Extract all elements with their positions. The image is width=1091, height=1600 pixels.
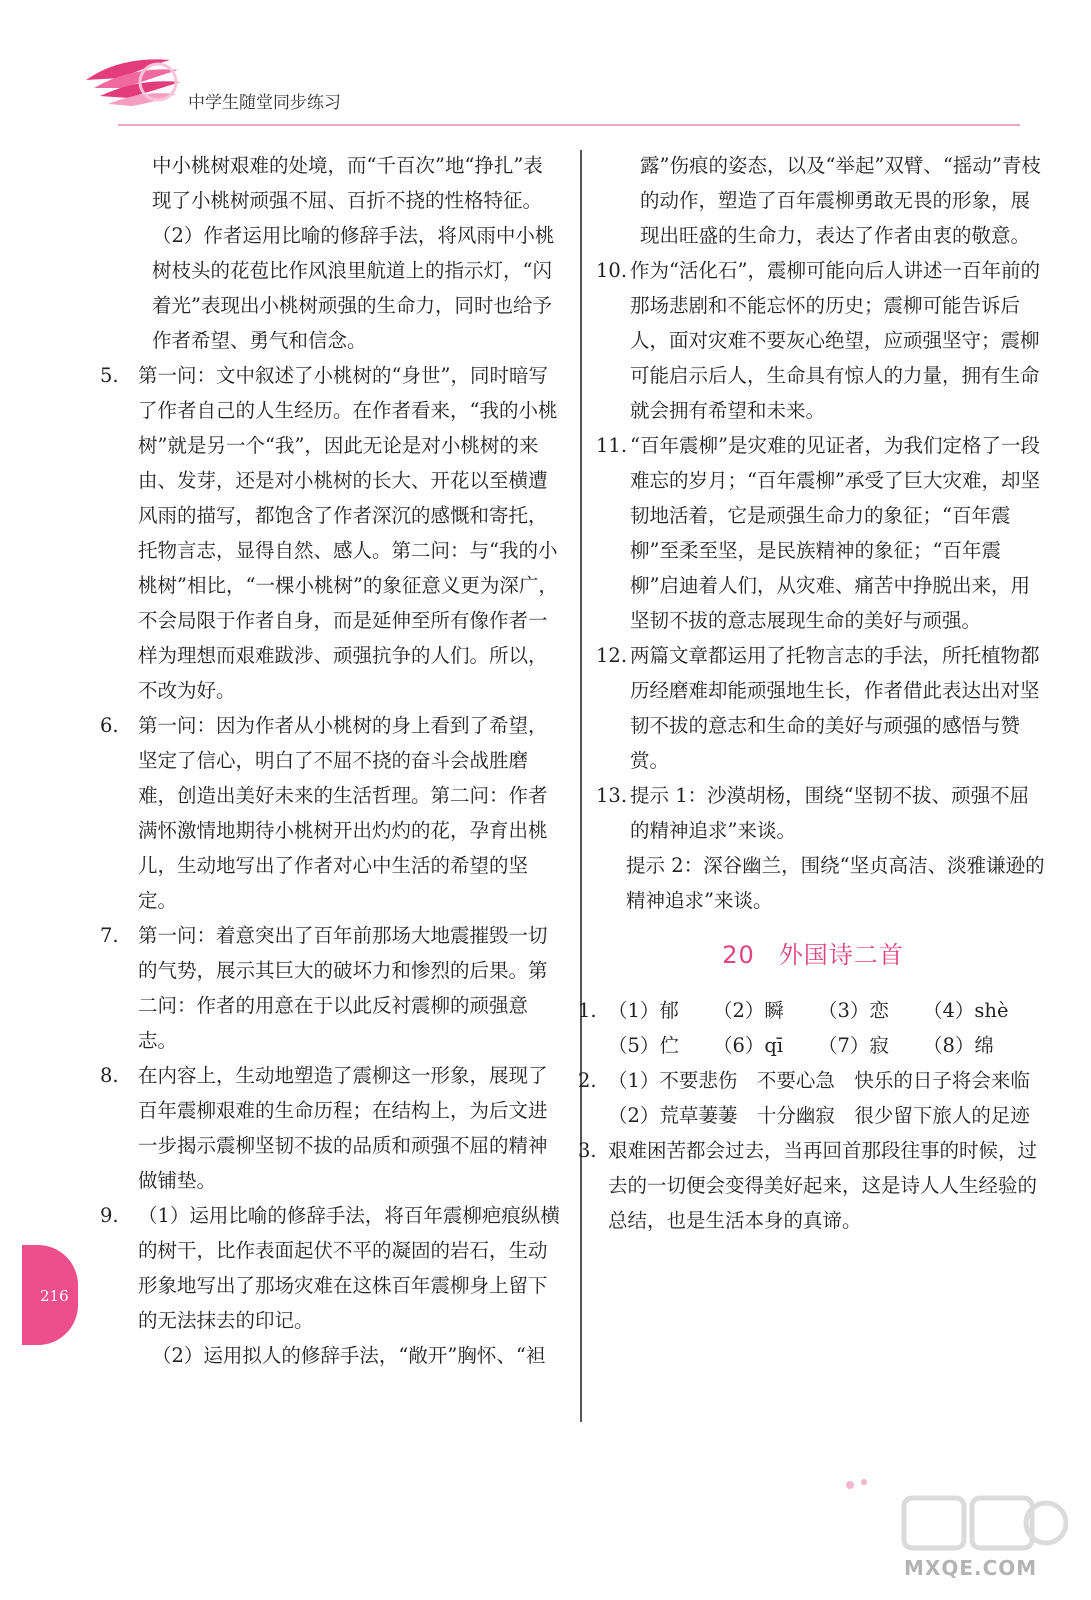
answer-paragraph: 露”伤痕的姿态，以及“举起”双臂、“摇动”青枝的动作，塑造了百年震柳勇敢无畏的形象，展现出旺盛的生命力，表达了作者由衷的敬意。 — [640, 154, 1041, 247]
answer-row: （1）郁 （2）瞬 （3）恋 （4）shè — [608, 999, 1009, 1022]
answer-paragraph: （2）作者运用比喻的修辞手法，将风雨中小桃树枝头的花苞比作风浪里航道上的指示灯，“闪着光”表现出小桃树顽强的生命力，同时也给予作者希望、勇气和信念。 — [152, 224, 555, 352]
left-column — [100, 148, 562, 1373]
decorative-mark — [830, 1470, 900, 1500]
page-number: 216 — [40, 1287, 69, 1305]
answer-item-10: 10. 作为“活化石”，震柳可能向后人讲述一百年前的那场悲剧和不能忘怀的历史；震柳可能告诉后人，面对灾难不要灰心绝望，应顽强坚守；震柳可能启示后人，生命具有惊人的力量，拥有生命就会拥有希望和未来。 — [596, 259, 1040, 422]
watermark-text: MXQE.COM — [904, 1556, 1038, 1580]
answer-item-3: 3. 艰难困苦都会过去，当再回首那段往事的时候，过去的一切便会变得美好起来，这是诗人人生经验的总结，也是生活本身的真谛。 — [578, 1139, 1038, 1232]
answer-item-13: 13. 提示 1：沙漠胡杨，围绕“坚韧不拔、顽强不屈的精神追求”来谈。 — [596, 784, 1030, 842]
section-number: 20 — [722, 941, 755, 969]
right-column — [578, 148, 1048, 1238]
publisher-logo — [80, 48, 190, 118]
answer-item-7: 7. 第一问：着意突出了百年前那场大地震摧毁一切的气势，展示其巨大的破坏力和惨烈的后果。第二问：作者的用意在于以此反衬震柳的顽强意志。 — [100, 924, 548, 1052]
answer-item-8: 8. 在内容上，生动地塑造了震柳这一形象，展现了百年震柳艰难的生命历程；在结构上，为后文进一步揭示震柳坚韧不拔的品质和顽强不屈的精神做铺垫。 — [100, 1064, 548, 1192]
answer-row: （5）伫 （6）qī （7）寂 （8）绵 — [608, 1034, 994, 1057]
answer-paragraph: 提示 2：深谷幽兰，围绕“坚贞高洁、淡雅谦逊的精神追求”来谈。 — [626, 854, 1045, 912]
section-title: 外国诗二首 — [778, 941, 904, 969]
answer-paragraph: （2）运用拟人的修辞手法，“敞开”胸怀、“袒 — [152, 1344, 546, 1367]
answer-item-12: 12. 两篇文章都运用了托物言志的手法，所托植物都历经磨难却能顽强地生长，作者借此表达出对坚韧不拔的意志和生命的美好与顽强的感悟与赞赏。 — [596, 644, 1040, 772]
answer-item-1: 1. （1）郁 （2）瞬 （3）恋 （4）shè （5）伫 （6）qī （7）寂 （8）绵 — [578, 993, 1048, 1063]
answer-paragraph: 中小桃树艰难的处境，而“千百次”地“挣扎”表现了小桃树顽强不屈、百折不挠的性格特征。 — [152, 154, 543, 212]
answer-item-2: 2. （1）不要悲伤 不要心急 快乐的日子将会来临 （2）荒草萋萋 十分幽寂 很少留下旅人的足迹 — [578, 1069, 1030, 1127]
answer-item-9: 9. （1）运用比喻的修辞手法，将百年震柳疤痕纵横的树干，比作表面起伏不平的凝固的岩石，生动形象地写出了那场灾难在这株百年震柳身上留下的无法抹去的印记。 — [100, 1204, 560, 1332]
answer-item-5: 5. 第一问：文中叙述了小桃树的“身世”，同时暗写了作者自己的人生经历。在作者看来，“我的小桃树”就是另一个“我”，因此无论是对小桃树的来由、发芽，还是对小桃树的长大、开花以至横遭风雨的描写，都饱含了作者深沉的感慨和寄托，托物言志，显得自然、感人。第二问：与“我的小桃树”相比，“一棵小桃树”的象征意义更为深广，不会局限于作者自身，而是延伸至所有像作者一样为理想而艰难跋涉、顽强抗争的人们。所以，不改为好。 — [100, 364, 558, 702]
answer-item-11: 11. “百年震柳”是灾难的见证者，为我们定格了一段难忘的岁月；“百年震柳”承受了巨大灾难，却坚韧地活着，它是顽强生命力的象征；“百年震柳”至柔至坚，是民族精神的象征；“百年震柳”启迪着人们，从灾难、痛苦中挣脱出来，用坚韧不拔的意志展现生命的美好与顽强。 — [596, 434, 1040, 632]
section-heading — [578, 938, 1048, 973]
answer-item-6: 6. 第一问：因为作者从小桃树的身上看到了希望，坚定了信心，明白了不屈不挠的奋斗会战胜磨难，创造出美好未来的生活哲理。第二问：作者满怀激情地期待小桃树开出灼灼的花，孕育出桃儿，生动地写出了作者对心中生活的希望的坚定。 — [100, 714, 548, 912]
header-title: 中学生随堂同步练习 — [188, 93, 341, 113]
header-divider — [118, 124, 1020, 126]
